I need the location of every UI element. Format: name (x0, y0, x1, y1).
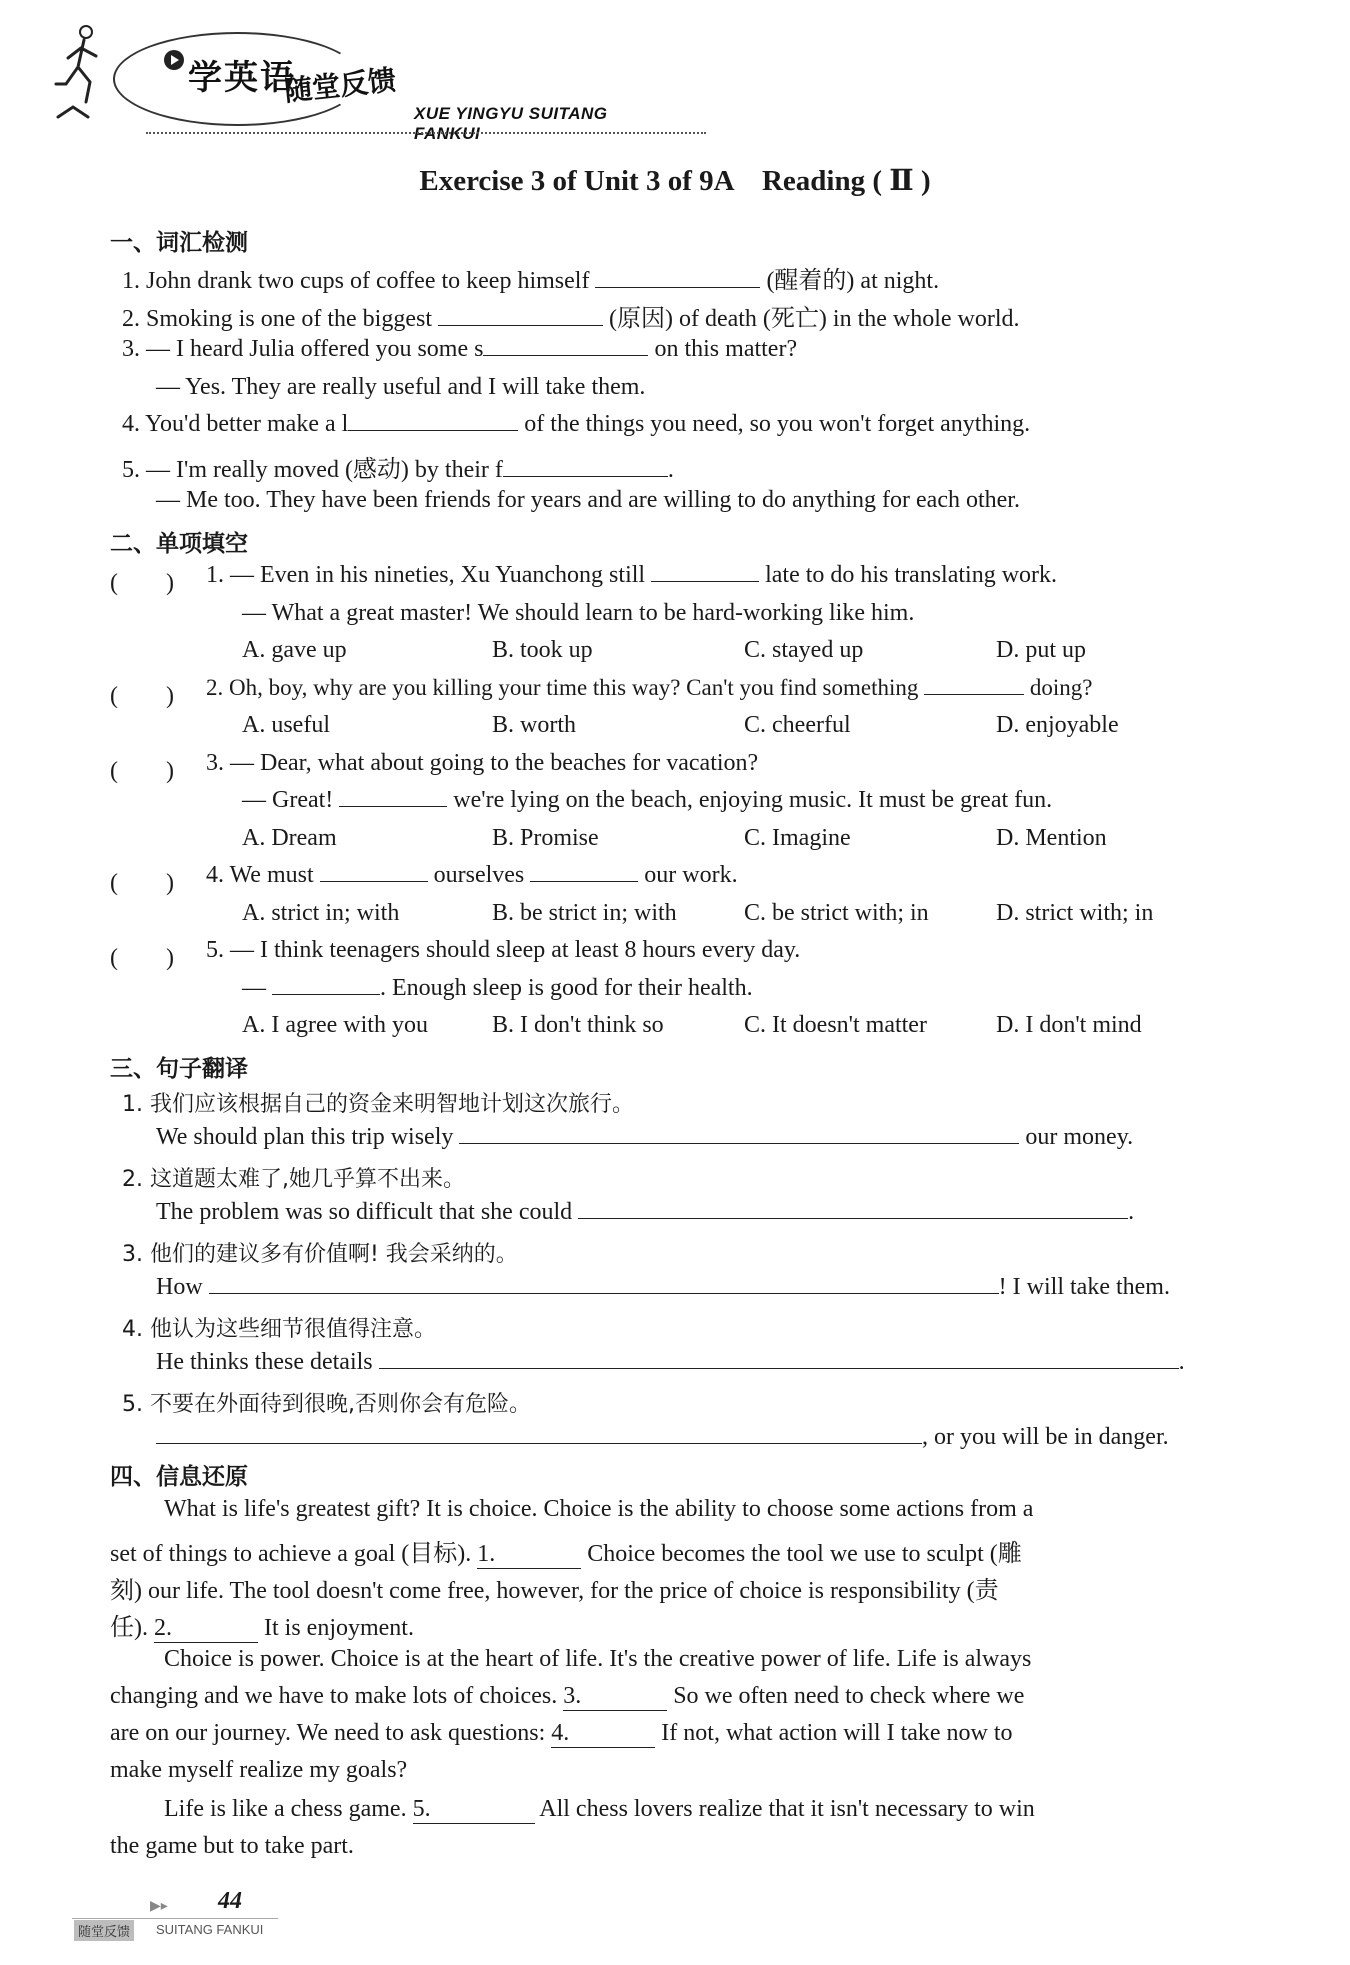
question-text: . Enough sleep is good for their health. (380, 975, 753, 1001)
question-text: ourselves (433, 862, 525, 888)
translation-q4 (156, 1349, 1185, 1376)
question-text: — (242, 975, 266, 1001)
answer-bracket[interactable]: ( ) (110, 683, 174, 709)
answer-blank[interactable] (459, 1142, 1019, 1144)
question-text: (醒着的) at night. (766, 268, 940, 294)
passage-line: make myself realize my goals? (110, 1757, 408, 1783)
translation-q3 (156, 1274, 1170, 1301)
question-text: 4. We must (206, 862, 314, 888)
question-text: ! I will take them. (998, 1274, 1170, 1300)
answer-blank[interactable] (348, 429, 518, 431)
mc-q4 (206, 862, 738, 889)
vocab-q5 (122, 449, 674, 484)
section-heading-translation: 三、句子翻译 (110, 1056, 248, 1082)
translation-q3-chinese: 3. 他们的建议多有价值啊! 我会采纳的。 (122, 1242, 518, 1267)
vocab-q4 (122, 411, 1030, 438)
blank-number: 2. (154, 1615, 172, 1641)
passage-line: 刻) our life. The tool doesn't come free, however, for the price of choice is responsibility (责 (110, 1578, 999, 1604)
mc-q5-option-a[interactable]: A. I agree with you (242, 1012, 428, 1038)
translation-q1 (156, 1124, 1133, 1151)
question-text: , or you will be in danger. (922, 1424, 1169, 1450)
passage-text: All chess lovers realize that it isn't necessary to win (539, 1796, 1035, 1822)
runner-logo-icon (48, 22, 118, 122)
answer-blank[interactable] (156, 1442, 922, 1444)
passage-text: Life is like a chess game. (164, 1796, 407, 1822)
mc-q2-option-c[interactable]: C. cheerful (744, 712, 851, 738)
header (48, 22, 668, 143)
footer-divider (72, 1918, 278, 1919)
question-text: 5. — I'm really moved (感动) by their f (122, 457, 503, 483)
question-text: on this matter? (654, 336, 798, 362)
question-text: The problem was so difficult that she could (156, 1199, 573, 1225)
mc-q4-option-a[interactable]: A. strict in; with (242, 900, 400, 926)
brand-chinese-script: 随堂反馈 (282, 63, 398, 108)
answer-bracket[interactable]: ( ) (110, 758, 174, 784)
brand-english: XUE YINGYU SUITANG FANKUI (414, 104, 608, 143)
passage-text: changing and we have to make lots of choices. (110, 1683, 558, 1709)
passage-line (110, 1720, 1013, 1748)
mc-q1-option-b[interactable]: B. took up (492, 637, 593, 663)
question-text: — Great! (242, 787, 334, 813)
answer-blank[interactable] (483, 354, 648, 356)
answer-blank[interactable] (595, 286, 760, 288)
passage-line (110, 1607, 414, 1643)
header-divider (146, 132, 706, 134)
vocab-q1 (122, 260, 939, 295)
question-text: (原因) of death (死亡) in the whole world. (608, 306, 1020, 332)
page-number: 44 (218, 1888, 242, 1914)
answer-bracket[interactable]: ( ) (110, 870, 174, 896)
passage-blank-2[interactable] (154, 1615, 258, 1643)
passage-line: What is life's greatest gift? It is choice. Choice is the ability to choose some actions from a (164, 1496, 1034, 1522)
question-text: 1. John drank two cups of coffee to keep himself (122, 268, 590, 294)
mc-q1-option-a[interactable]: A. gave up (242, 637, 347, 663)
passage-text: Choice becomes the tool we use to sculpt (雕 (587, 1541, 1022, 1567)
question-text: our money. (1025, 1124, 1134, 1150)
section-heading-multiple-choice: 二、单项填空 (110, 531, 248, 557)
passage-text: are on our journey. We need to ask questions: (110, 1720, 546, 1746)
question-text: 3. — I heard Julia offered you some s (122, 336, 484, 362)
translation-q2-chinese: 2. 这道题太难了,她几乎算不出来。 (122, 1167, 465, 1192)
question-text: 1. — Even in his nineties, Xu Yuanchong still (206, 562, 646, 588)
mc-q1-reply: — What a great master! We should learn to be hard-working like him. (242, 600, 915, 626)
blank-number: 3. (563, 1683, 582, 1709)
passage-text: So we often need to check where we (673, 1683, 1025, 1709)
mc-q3-option-c[interactable]: C. Imagine (744, 825, 851, 851)
mc-q1-option-d[interactable]: D. put up (996, 637, 1086, 663)
answer-blank[interactable] (438, 324, 603, 326)
mc-q3-option-a[interactable]: A. Dream (242, 825, 337, 851)
mc-q5-option-c[interactable]: C. It doesn't matter (744, 1012, 927, 1038)
mc-q2-option-b[interactable]: B. worth (492, 712, 576, 738)
passage-blank-1[interactable] (477, 1541, 581, 1569)
question-text: 2. Oh, boy, why are you killing your time this way? Can't you find something (206, 675, 919, 700)
mc-q5-option-d[interactable]: D. I don't mind (996, 1012, 1142, 1038)
passage-line (110, 1533, 1022, 1569)
answer-blank (339, 805, 447, 807)
page-title: Exercise 3 of Unit 3 of 9A Reading ( Ⅱ ) (419, 165, 931, 197)
vocab-q3-reply: — Yes. They are really useful and I will take them. (156, 374, 646, 400)
vocab-q3 (122, 336, 797, 363)
question-text: He thinks these details (156, 1349, 373, 1375)
mc-q3-reply (242, 787, 1052, 814)
vocab-q5-reply: — Me too. They have been friends for years and are willing to do anything for each other. (156, 487, 1020, 513)
answer-blank (272, 993, 380, 995)
mc-q2-option-a[interactable]: A. useful (242, 712, 330, 738)
mc-q5-option-b[interactable]: B. I don't think so (492, 1012, 664, 1038)
question-text: . (1128, 1199, 1135, 1225)
mc-q5-reply (242, 975, 753, 1002)
translation-q5 (156, 1424, 1169, 1451)
answer-blank (530, 880, 638, 882)
question-text: 4. You'd better make a l (122, 411, 349, 437)
answer-blank[interactable] (578, 1217, 1128, 1219)
answer-blank (320, 880, 428, 882)
brand-chinese: 学英语 (188, 58, 296, 98)
question-text: 2. Smoking is one of the biggest (122, 306, 432, 332)
passage-blank-5[interactable] (413, 1796, 535, 1824)
mc-q3: 3. — Dear, what about going to the beaches for vacation? (206, 750, 759, 776)
mc-q2 (206, 675, 1092, 701)
mc-q3-option-d[interactable]: D. Mention (996, 825, 1107, 851)
question-text: late to do his translating work. (765, 562, 1058, 588)
answer-blank[interactable] (503, 475, 668, 477)
footer-brand-english: SUITANG FANKUI (156, 1922, 264, 1937)
answer-blank[interactable] (209, 1292, 999, 1294)
answer-bracket[interactable]: ( ) (110, 945, 174, 971)
translation-q2 (156, 1199, 1134, 1226)
blank-number: 4. (551, 1720, 570, 1746)
question-text: we're lying on the beach, enjoying music. It must be great fun. (453, 787, 1053, 813)
passage-text: It is enjoyment. (264, 1615, 414, 1641)
passage-line (110, 1683, 1024, 1711)
mc-q3-option-b[interactable]: B. Promise (492, 825, 599, 851)
play-icon (164, 50, 184, 70)
answer-blank (924, 693, 1024, 695)
mc-q5: 5. — I think teenagers should sleep at least 8 hours every day. (206, 937, 801, 963)
answer-blank (651, 580, 759, 582)
mc-q4-option-c[interactable]: C. be strict with; in (744, 900, 929, 926)
vocab-q2 (122, 298, 1020, 333)
mc-q1 (206, 562, 1057, 589)
footer-arrow-icon: ▶▸ (150, 1899, 168, 1914)
passage-text: set of things to achieve a goal (目标). (110, 1541, 472, 1567)
question-text: . (1178, 1349, 1185, 1375)
question-text: We should plan this trip wisely (156, 1124, 454, 1150)
blank-number: 1. (477, 1541, 496, 1567)
question-text: doing? (1029, 675, 1093, 700)
mc-q2-option-d[interactable]: D. enjoyable (996, 712, 1119, 738)
section-heading-passage-completion: 四、信息还原 (110, 1464, 248, 1490)
question-text: of the things you need, so you won't forget anything. (524, 411, 1031, 437)
answer-blank[interactable] (379, 1367, 1179, 1369)
mc-q4-option-b[interactable]: B. be strict in; with (492, 900, 677, 926)
mc-q1-option-c[interactable]: C. stayed up (744, 637, 864, 663)
passage-blank-4[interactable] (551, 1720, 655, 1748)
footer-brand-chinese: 随堂反馈 (74, 1920, 134, 1941)
translation-q5-chinese: 5. 不要在外面待到很晚,否则你会有危险。 (122, 1392, 531, 1417)
passage-text: If not, what action will I take now to (661, 1720, 1013, 1746)
translation-q4-chinese: 4. 他认为这些细节很值得注意。 (122, 1317, 436, 1342)
section-heading-vocabulary: 一、词汇检测 (110, 230, 248, 256)
question-text: How (156, 1274, 203, 1300)
blank-number: 5. (412, 1796, 431, 1822)
passage-line: the game but to take part. (110, 1833, 354, 1859)
passage-line (164, 1796, 1035, 1824)
question-text: our work. (644, 862, 738, 888)
translation-q1-chinese: 1. 我们应该根据自己的资金来明智地计划这次旅行。 (122, 1092, 634, 1117)
passage-line: Choice is power. Choice is at the heart of life. It's the creative power of life. Life is always (164, 1646, 1032, 1672)
passage-blank-3[interactable] (563, 1683, 667, 1711)
mc-q4-option-d[interactable]: D. strict with; in (996, 900, 1154, 926)
answer-bracket[interactable]: ( ) (110, 570, 174, 596)
passage-text: 任). (110, 1615, 148, 1641)
question-text: . (667, 457, 674, 483)
